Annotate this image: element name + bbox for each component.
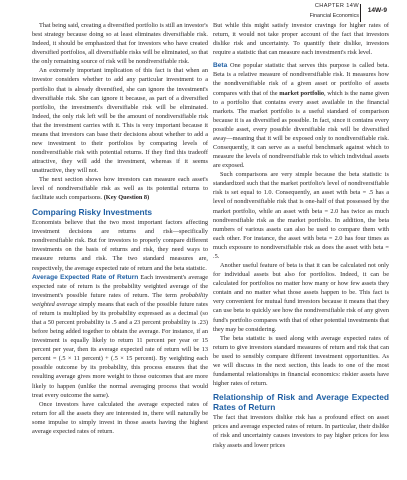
- paragraph: Economists believe that the two most important factors affecting investment decisions are returns and risk—specifically nondiversifiable risk. But for investors to properly compare different investments on the basis of returns and risk, they need ways to measure returns and risk. The two standard measures are, respectively, the average expected rate of return and the beta statistic.: [32, 219, 208, 272]
- paragraph: The next section shows how investors can measure each asset's level of nondiversifiable risk as well as its potential returns to facilitate such comparisons. (Key Question 8): [32, 176, 208, 202]
- key-question-ref: (Key Question 8): [103, 194, 150, 202]
- right-column: [213, 21, 389, 450]
- paragraph: Beta One popular statistic that serves this purpose is called beta. Beta is a relative measure of nondiversifiable risk. It measures how the nondiversifiable risk of a given asset or portfolio of assets compares with that of the market portfolio, which is the name given to a portfolio that contains every asset available in the financial markets. The market portfolio is a useful standard of comparison because it is as diversified as possible. In fact, since it contains every possible asset, every possible diversifiable risk will be diversified away—meaning that it will be exposed only to nondiversifiable risk. Consequently, it can serve as a useful benchmark against which to measure the levels of nondiversifiable risk to which individual assets are exposed.: [213, 62, 390, 170]
- page-number: 14W-9: [367, 7, 387, 14]
- paragraph: Another useful feature of beta is that it can be calculated not only for individual assets but also for portfolios. Indeed, it can be calculated for portfolios no matter how many or how few assets they contain and no matter what those assets happen to be. This fact is very convenient for mutual fund investors because it means that they can use beta to quickly see how the nondiversifiable risk of any given fund's portfolio compares with that of other potential investments that they may be considering.: [213, 262, 389, 333]
- paragraph: Once investors have calculated the average expected rates of return for all the assets they are interested in, there will naturally be some impulse to simply invest in those assets having the highest average expected rates of return.: [32, 400, 208, 435]
- paragraph: But while this might satisfy investor cravings for higher rates of return, it would not take proper account of the fact that investors dislike risk and uncertainty. To quantify their dislike, investors require a statistic that can measure each investment's risk level.: [213, 22, 389, 57]
- paragraph: Such comparisons are very simple because the beta statistic is standardized such that the market portfolio's level of nondiversifiable risk is set equal to 1.0. Consequently, an asset with beta = .5 has a level of nondiversifiable risk that is one-half of that possessed by the market portfolio, while an asset with beta = 2.0 has twice as much nondiversifiable risk as the market portfolio. In addition, the beta numbers of various assets can also be used to compare them with each other. For instance, the asset with beta = 2.0 has four times as much exposure to nondiversifiable risk as does the asset with beta = .5.: [213, 171, 389, 260]
- subheading-beta: Beta: [213, 62, 228, 70]
- subheading-average-expected-rate: Average Expected Rate of Return: [32, 273, 139, 281]
- paragraph: That being said, creating a diversified portfolio is still an investor's best strategy because doing so at least eliminates diversifiable risk. Indeed, it should be emphasized that for investors who have created diversified portfolios, all diversifiable risks will be eliminated, so that the only remaining source of risk will be nondiversifiable risk.: [32, 22, 208, 66]
- left-column: [32, 21, 208, 436]
- section-heading-comparing: Comparing Risky Investments: [32, 206, 153, 217]
- chapter-label: CHAPTER 14W: [314, 3, 359, 9]
- paragraph: Average Expected Rate of Return Each investment's average expected rate of return is the probability weighted average of the investment's possible future rates of return. The term probability weighted average simply means that each of the possible future rates of return is multiplied by its probability expressed as a decimal (so that a 50 percent probability is .5 and a 23 percent probability is .23) before being added together to obtain the average. For instance, if an investment is equally likely to return 11 percent per year or 15 percent per year, then its average expected rate of return will be 13 percent = (.5 × 11 percent) + (.5 × 15 percent). By weighting each possible outcome by its probability, this process ensures that the resulting average gives more weight to those outcomes that are more likely to happen (unlike the normal averaging process that would treat every outcome the same).: [32, 273, 209, 399]
- header-divider: [360, 4, 361, 22]
- paragraph: The beta statistic is used along with average expected rates of return to give investors standard measures of return and risk that can be used to sensibly compare different investment opportunities. As we will discuss in the next section, this leads to one of the most fundamental relationships in financial economics: riskier assets have higher rates of return.: [213, 334, 389, 388]
- section-label: Financial Economics: [309, 13, 359, 19]
- paragraph: The fact that investors dislike risk has a profound effect on asset prices and average expected rates of return. In particular, their dislike of risk and uncertainty causes investors to pay higher prices for less risky assets and lower prices: [213, 414, 389, 449]
- section-heading-relationship: Relationship of Risk and Average Expected Rates of Return: [213, 392, 389, 412]
- paragraph: An extremely important implication of this fact is that when an investor considers whether to add any particular investment to a portfolio that is already diversified, she can ignore the investment's diversifiable risk. She can ignore it because, as part of a diversified portfolio, the investment's diversifiable risk will be eliminated. Indeed, the only risk left will be the amount of nondiversifiable risk that the investment carries with it. This is very important because it means that investors can base their decisions about whether to add a new investment to their portfolios by comparing levels of nondiversifiable risk with potential returns. If they find this tradeoff attractive, they will add the investment, whereas if it seems unattractive, they will not.: [32, 67, 208, 175]
